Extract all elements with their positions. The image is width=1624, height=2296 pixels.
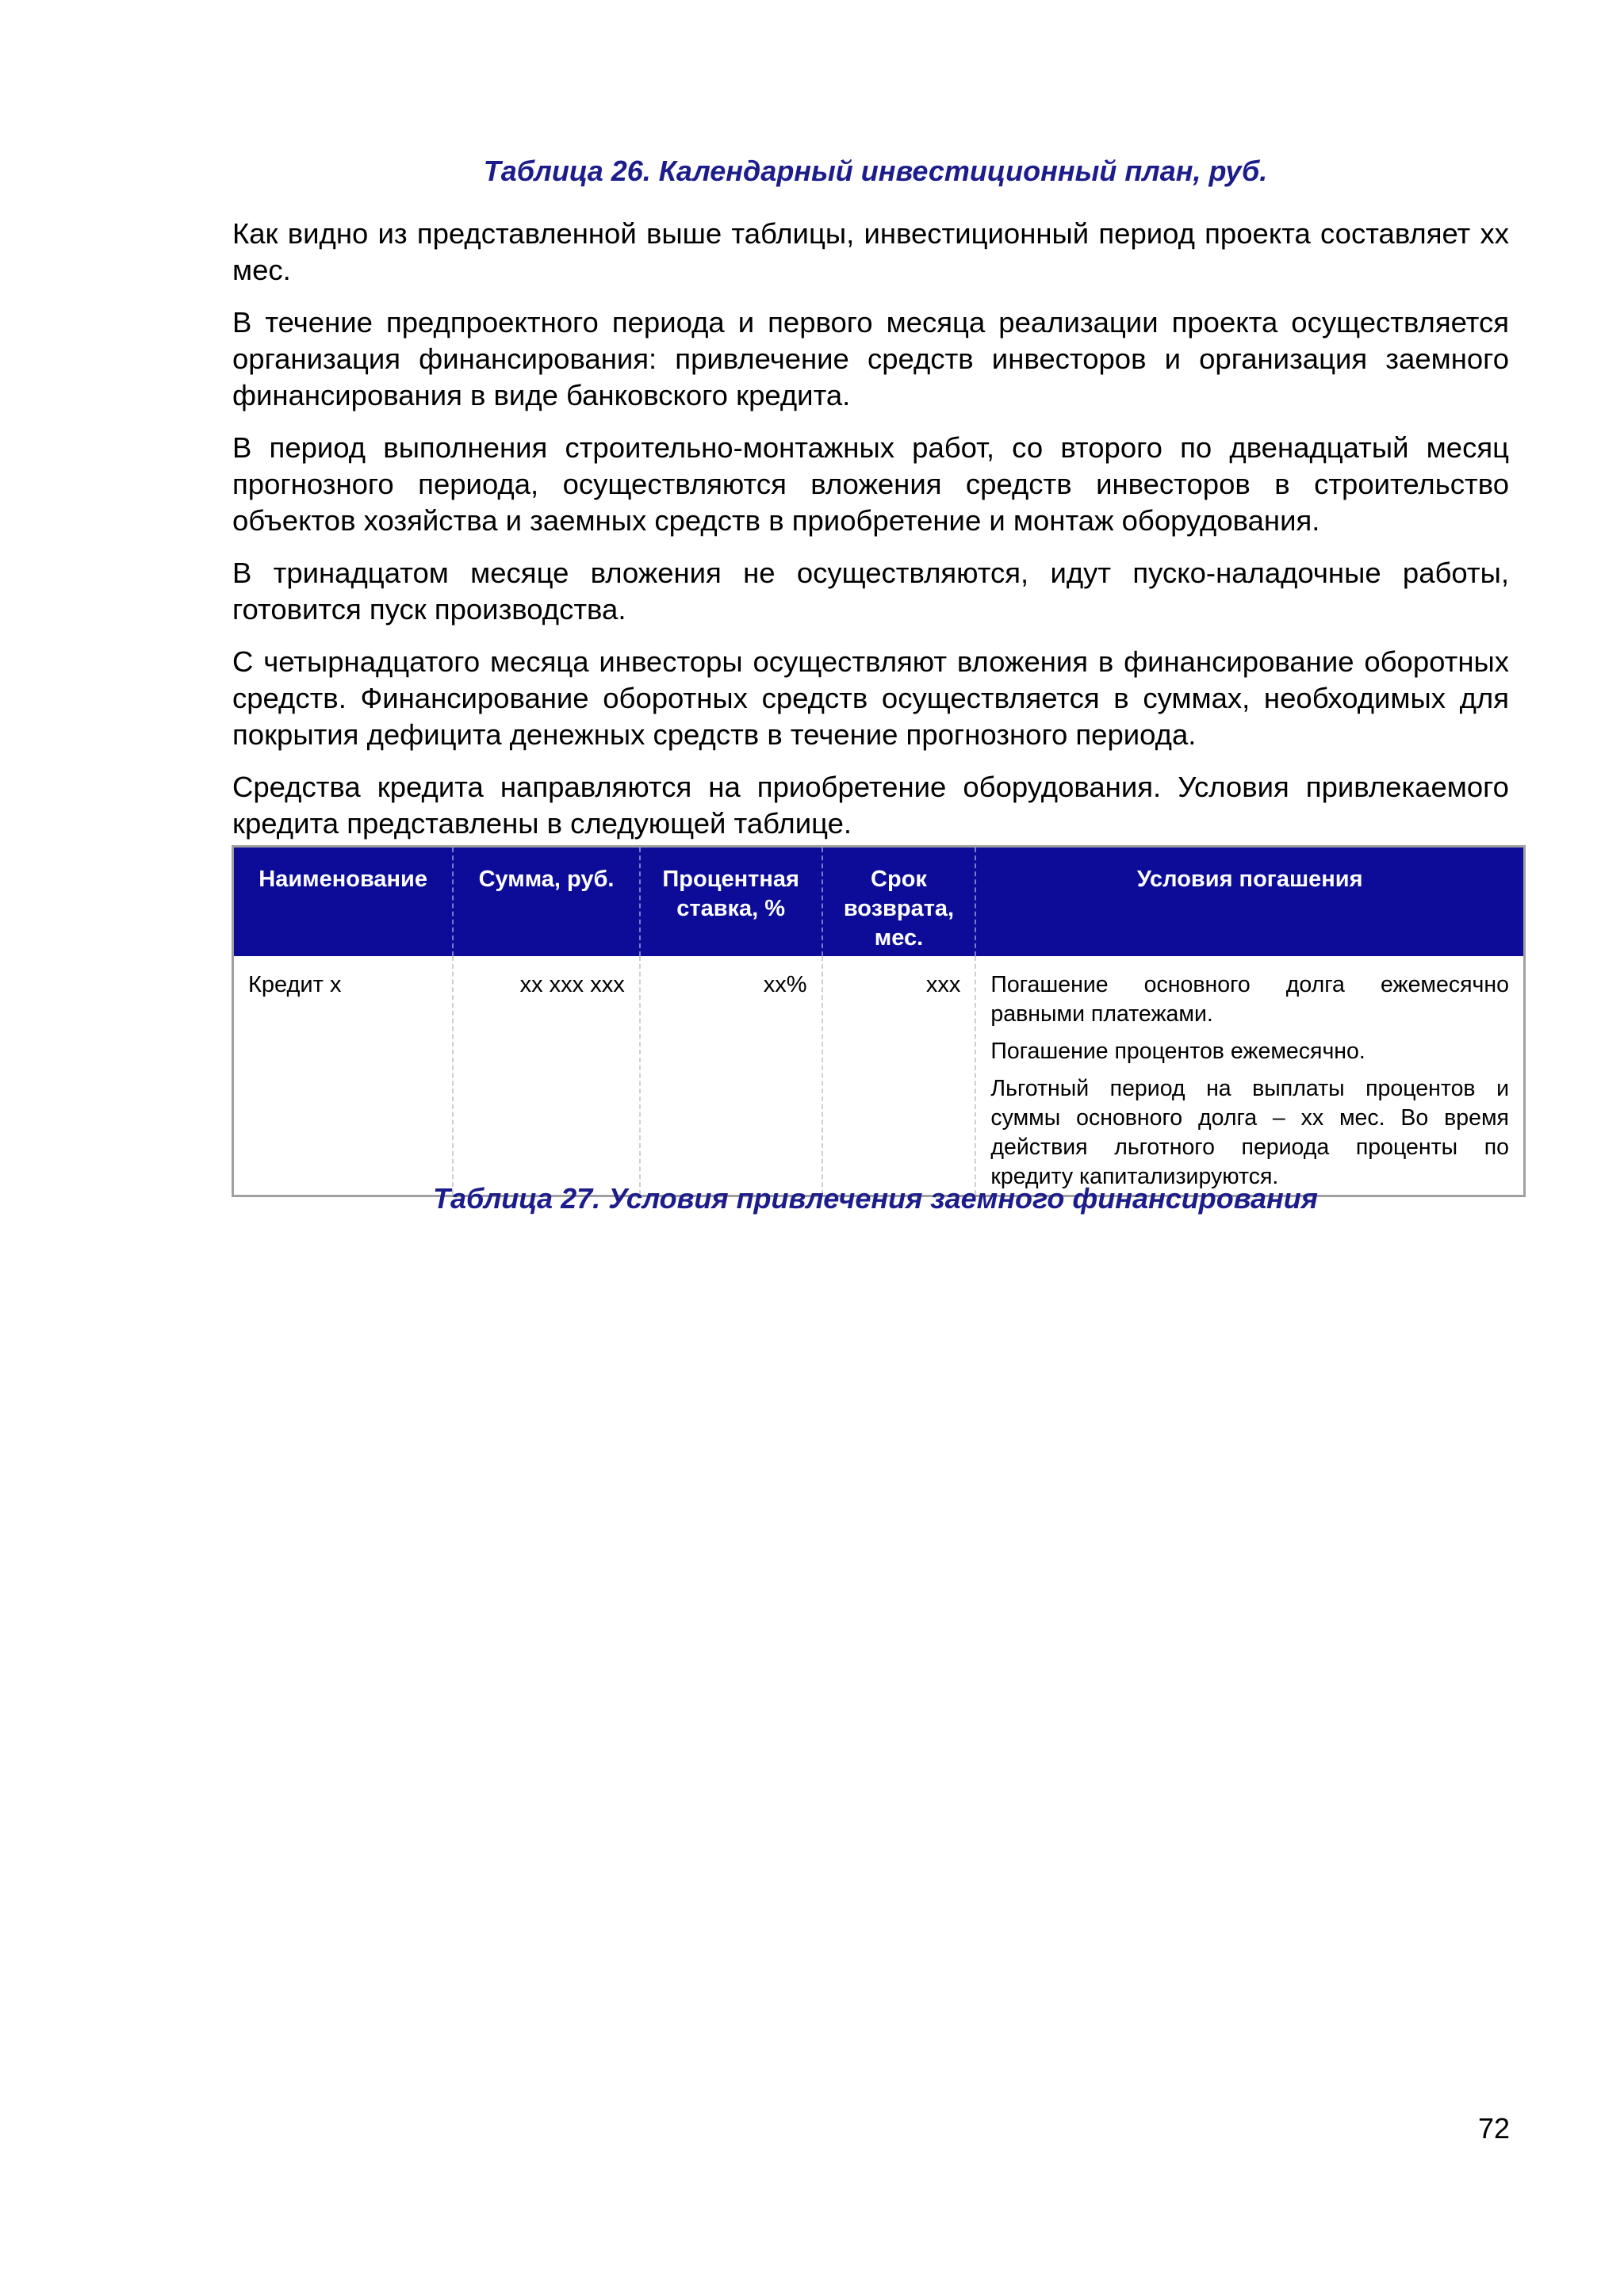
cell-conditions (975, 956, 1524, 1196)
body-text (232, 216, 1509, 842)
table-27-caption: Таблица 27. Условия привлечения заемного финансирования (433, 1182, 1318, 1215)
cell-rate: хх% (640, 956, 822, 1196)
header-sum: Сумма, руб. (453, 847, 639, 957)
condition-item: Погашение основного долга ежемесячно равными платежами. (990, 972, 1509, 1027)
cell-name: Кредит х (248, 972, 342, 997)
table-row (233, 956, 1525, 1196)
page-number: 72 (1477, 2112, 1510, 2145)
paragraph: В течение предпроектного периода и первого месяца реализации проекта осуществляется организация финансирования: привлечение средств инвесторов и организация заемного финансирования в виде банковского кредита. (232, 306, 1509, 411)
loan-conditions-table (232, 845, 1526, 1197)
header-term: Срок возврата, мес. (822, 847, 976, 957)
paragraph: Средства кредита направляются на приобретение оборудования. Условия привлекаемого кредита представлены в следующей таблице. (232, 771, 1509, 840)
header-rate: Процентная ставка, % (640, 847, 822, 957)
paragraph: В тринадцатом месяце вложения не осуществляются, идут пуско-наладочные работы, готовится пуск производства. (232, 557, 1509, 626)
table-header-row (233, 847, 1525, 957)
cell-sum: хх ххх ххх (453, 956, 639, 1196)
cell-term: ххх (822, 956, 976, 1196)
header-conditions: Условия погашения (975, 847, 1524, 957)
paragraph: В период выполнения строительно-монтажных работ, со второго по двенадцатый месяц прогнозного периода, осуществляются вложения средств инвесторов в строительство объектов хозяйства и заемных средств в приобретение и монтаж оборудования. (232, 431, 1509, 537)
condition-item: Погашение процентов ежемесячно. (990, 1039, 1365, 1064)
header-name: Наименование (233, 847, 454, 957)
table-26-caption: Таблица 26. Календарный инвестиционный план, руб. (483, 155, 1268, 187)
condition-item: Льготный период на выплаты процентов и суммы основного долга – хх мес. Во время действия льготного периода проценты по кредиту капитализируются. (990, 1076, 1509, 1189)
paragraph: С четырнадцатого месяца инвесторы осуществляют вложения в финансирование оборотных средств. Финансирование оборотных средств осуществляется в суммах, необходимых для покрытия дефицита денежных средств в течение прогнозного периода. (232, 645, 1509, 751)
paragraph: Как видно из представленной выше таблицы, инвестиционный период проекта составляет хх мес. (232, 217, 1509, 286)
